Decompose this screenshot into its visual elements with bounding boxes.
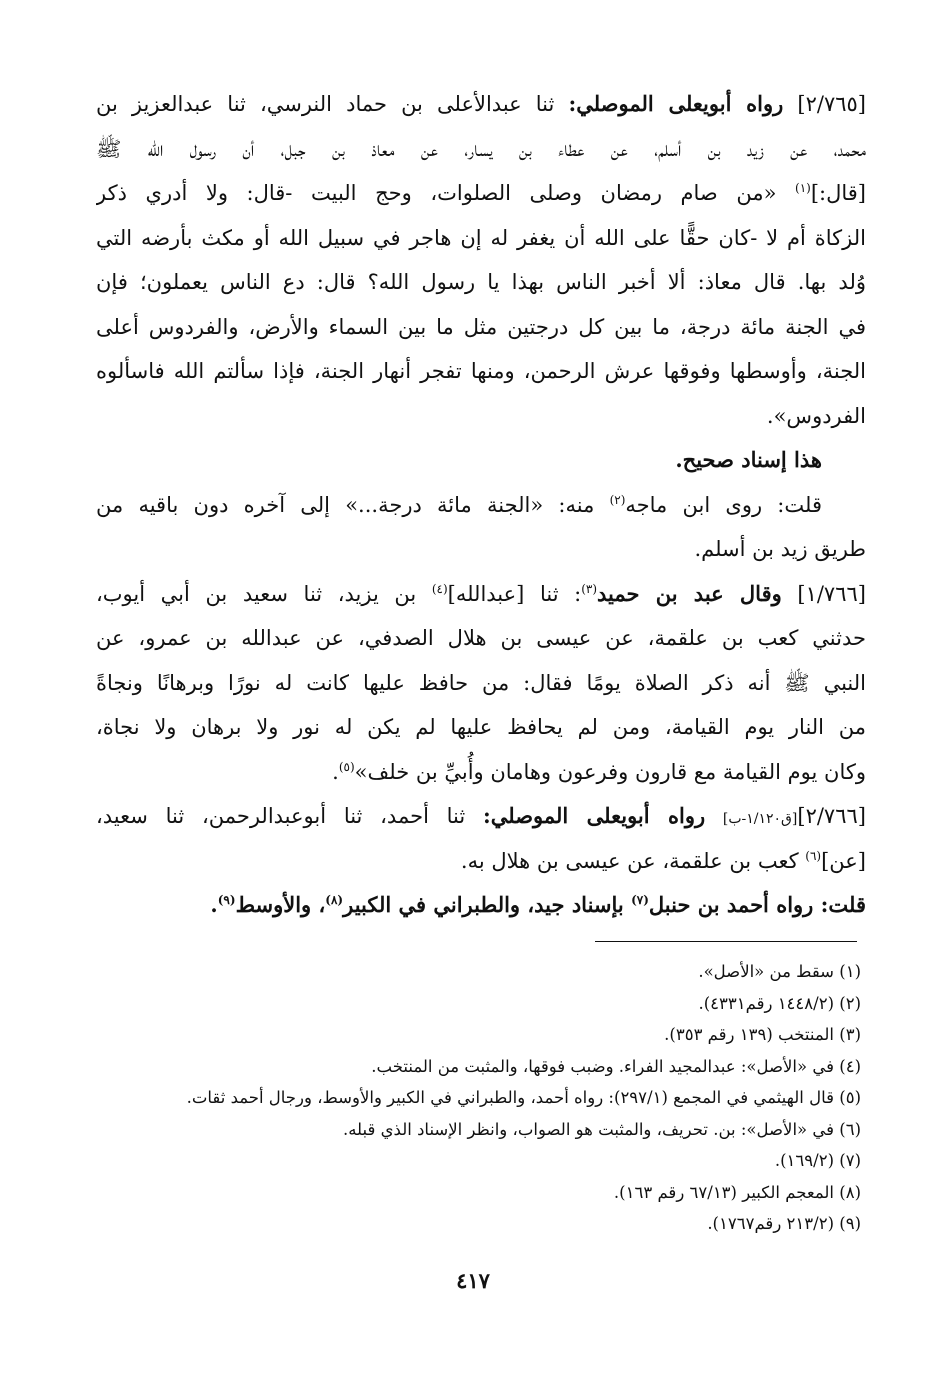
comment-2 — [96, 883, 866, 928]
hadith-text: وكان يوم القيامة مع قارون وفرعون وهامان وأُبيِّ بن خلف» — [354, 759, 866, 784]
footnote-divider — [595, 941, 857, 942]
hadith-766-2-line-1 — [96, 794, 866, 839]
footnote-5: (٥) قال الهيثمي في المجمع (٢٩٧/١): رواه أحمد، والطبراني في الكبير والأوسط، ورجال أحمد ثقات. — [186, 1088, 861, 1107]
hadith-765-2-line-2: محمد، عن زيد بن أسلم، عن عطاء بن يسار، عن معاذ بن جبل، أن رسول الله ﷺ — [96, 136, 866, 161]
footnote-4: (٤) في «الأصل»: عبدالمجيد الفراء. وضبب فوقها، والمثبت من المنتخب. — [371, 1056, 861, 1076]
hadith-765-2-line-8: الفردوس». — [766, 403, 866, 428]
footnote-ref-1[interactable]: (١) — [795, 181, 811, 195]
footnote-ref-3[interactable]: (٣) — [581, 581, 598, 596]
hadith-ref: [٢/٧٦٥] — [797, 92, 866, 116]
footnote-6: (٦) في «الأصل»: بن. تحريف، والمثبت هو الصواب، وانظر الإسناد الذي قبله. — [342, 1119, 861, 1139]
hadith-766-1-line-5 — [96, 750, 866, 795]
footnote-8: (٨) المعجم الكبير (٦٧/١٣ رقم ١٦٣). — [613, 1182, 861, 1202]
comment-text: ، والأوسط — [235, 892, 326, 917]
hadith-766-1-line-1 — [96, 572, 866, 617]
footnote-ref-5[interactable]: (٥) — [338, 759, 355, 774]
hadith-text: كعب بن علقمة، عن عيسى بن هلال به. — [460, 848, 799, 873]
hadith-765-2-line-5: وُلد بها. قال معاذ: ألا أخبر الناس بهذا يا رسول الله؟ قال: دع الناس يعملون؛ فإن — [96, 270, 866, 294]
punctuation: . — [332, 759, 339, 784]
hadith-text: بن يزيد، ثنا سعيد بن أبي أيوب، — [96, 581, 417, 606]
hadith-text: ثنا أحمد، ثنا أبوعبدالرحمن، ثنا سعيد، — [96, 804, 466, 828]
footnotes-section — [81, 956, 861, 1240]
footnote-ref-6[interactable]: (٦) — [805, 848, 822, 863]
hadith-766-1-line-4: من النار يوم القيامة، ومن لم يحافظ عليها لم يكن له نور ولا برهان ولا نجاة، — [96, 715, 866, 739]
main-text — [96, 82, 866, 928]
narrator-name: رواه أبويعلى الموصلي: — [568, 91, 784, 116]
manuscript-ref: [ق١/١٢٠-ب] — [722, 811, 798, 827]
comment-text: بإسناد جيد، والطبراني في الكبير — [343, 892, 624, 917]
footnote-1: (١) سقط من «الأصل». — [698, 962, 861, 981]
hadith-766-1-line-3: النبي ﷺ أنه ذكر الصلاة يومًا فقال: من حافظ عليها كانت له نورًا وبرهانًا ونجاةً — [96, 670, 866, 695]
hadith-text: ثنا عبدالأعلى بن حماد النرسي، ثنا عبدالعزيز بن — [96, 92, 555, 116]
comment-text: قلت: رواه أحمد بن حنبل — [648, 892, 866, 917]
page-number: ٤١٧ — [456, 1268, 490, 1293]
footnote-7: (٧) (١٦٩/٢). — [774, 1151, 861, 1170]
footnote-ref-9[interactable]: (٩) — [217, 893, 236, 907]
narrator-name: وقال عبد بن حميد — [597, 580, 782, 606]
punctuation: . — [210, 892, 218, 917]
hadith-765-2-line-6: في الجنة مائة درجة، ما بين كل درجتين مثل ما بين السماء والأرض، والفردوس أعلى — [96, 314, 866, 339]
hadith-ref: [٢/٧٦٦] — [797, 804, 866, 828]
hadith-text: : ثنا [عبدالله] — [447, 581, 582, 606]
narrator-name: رواه أبويعلى الموصلي: — [483, 803, 706, 828]
footnote-ref-2[interactable]: (٢) — [609, 492, 626, 507]
hadith-ref: [١/٧٦٦] — [797, 581, 866, 606]
hadith-text: [عن] — [821, 848, 866, 873]
footnote-9: (٩) (٢١٣/٢ رقم١٧٦٧). — [707, 1214, 861, 1233]
grading-text: هذا إسناد صحيح. — [675, 447, 822, 472]
footnote-3: (٣) المنتخب (١٣٩ رقم ٣٥٣). — [664, 1025, 861, 1044]
footnote-ref-4[interactable]: (٤) — [431, 581, 448, 596]
comment-1-line-2: طريق زيد بن أسلم. — [694, 537, 866, 561]
footnote-ref-8[interactable]: (٨) — [325, 893, 344, 907]
footnote-ref-7[interactable]: (٧) — [631, 893, 649, 907]
comment-1-line-1 — [96, 483, 866, 528]
hadith-text: [قال:] — [810, 181, 866, 205]
hadith-766-1-line-2: حدثني كعب بن علقمة، عن عيسى بن هلال الصدفي، عن عبدالله بن عمرو، عن — [96, 626, 866, 650]
hadith-765-2-line-7: الجنة، وأوسطها وفوقها عرش الرحمن، ومنها تفجر أنهار الجنة، فإذا سألتم الله فاسألوه — [96, 359, 866, 383]
hadith-765-2-line-3 — [96, 171, 866, 216]
hadith-text: «من صام رمضان وصلى الصلوات، وحج البيت -قال: ولا أدري ذكر — [96, 181, 777, 205]
footnote-2: (٢) (١٤٤٨/٢ رقم٤٣٣١). — [698, 993, 861, 1013]
comment-text: قلت: روى ابن ماجه — [625, 492, 822, 517]
hadith-765-2-line-4: الزكاة أم لا -كان حقًّا على الله أن يغفر له إن هاجر في سبيل الله أو مكث بأرضه التي — [96, 225, 866, 250]
comment-text: منه: «الجنة مائة درجة...» إلى آخره دون باقيه من — [96, 492, 595, 517]
hadith-766-2-line-2 — [96, 839, 866, 884]
hadith-765-2-line-1 — [96, 82, 866, 127]
